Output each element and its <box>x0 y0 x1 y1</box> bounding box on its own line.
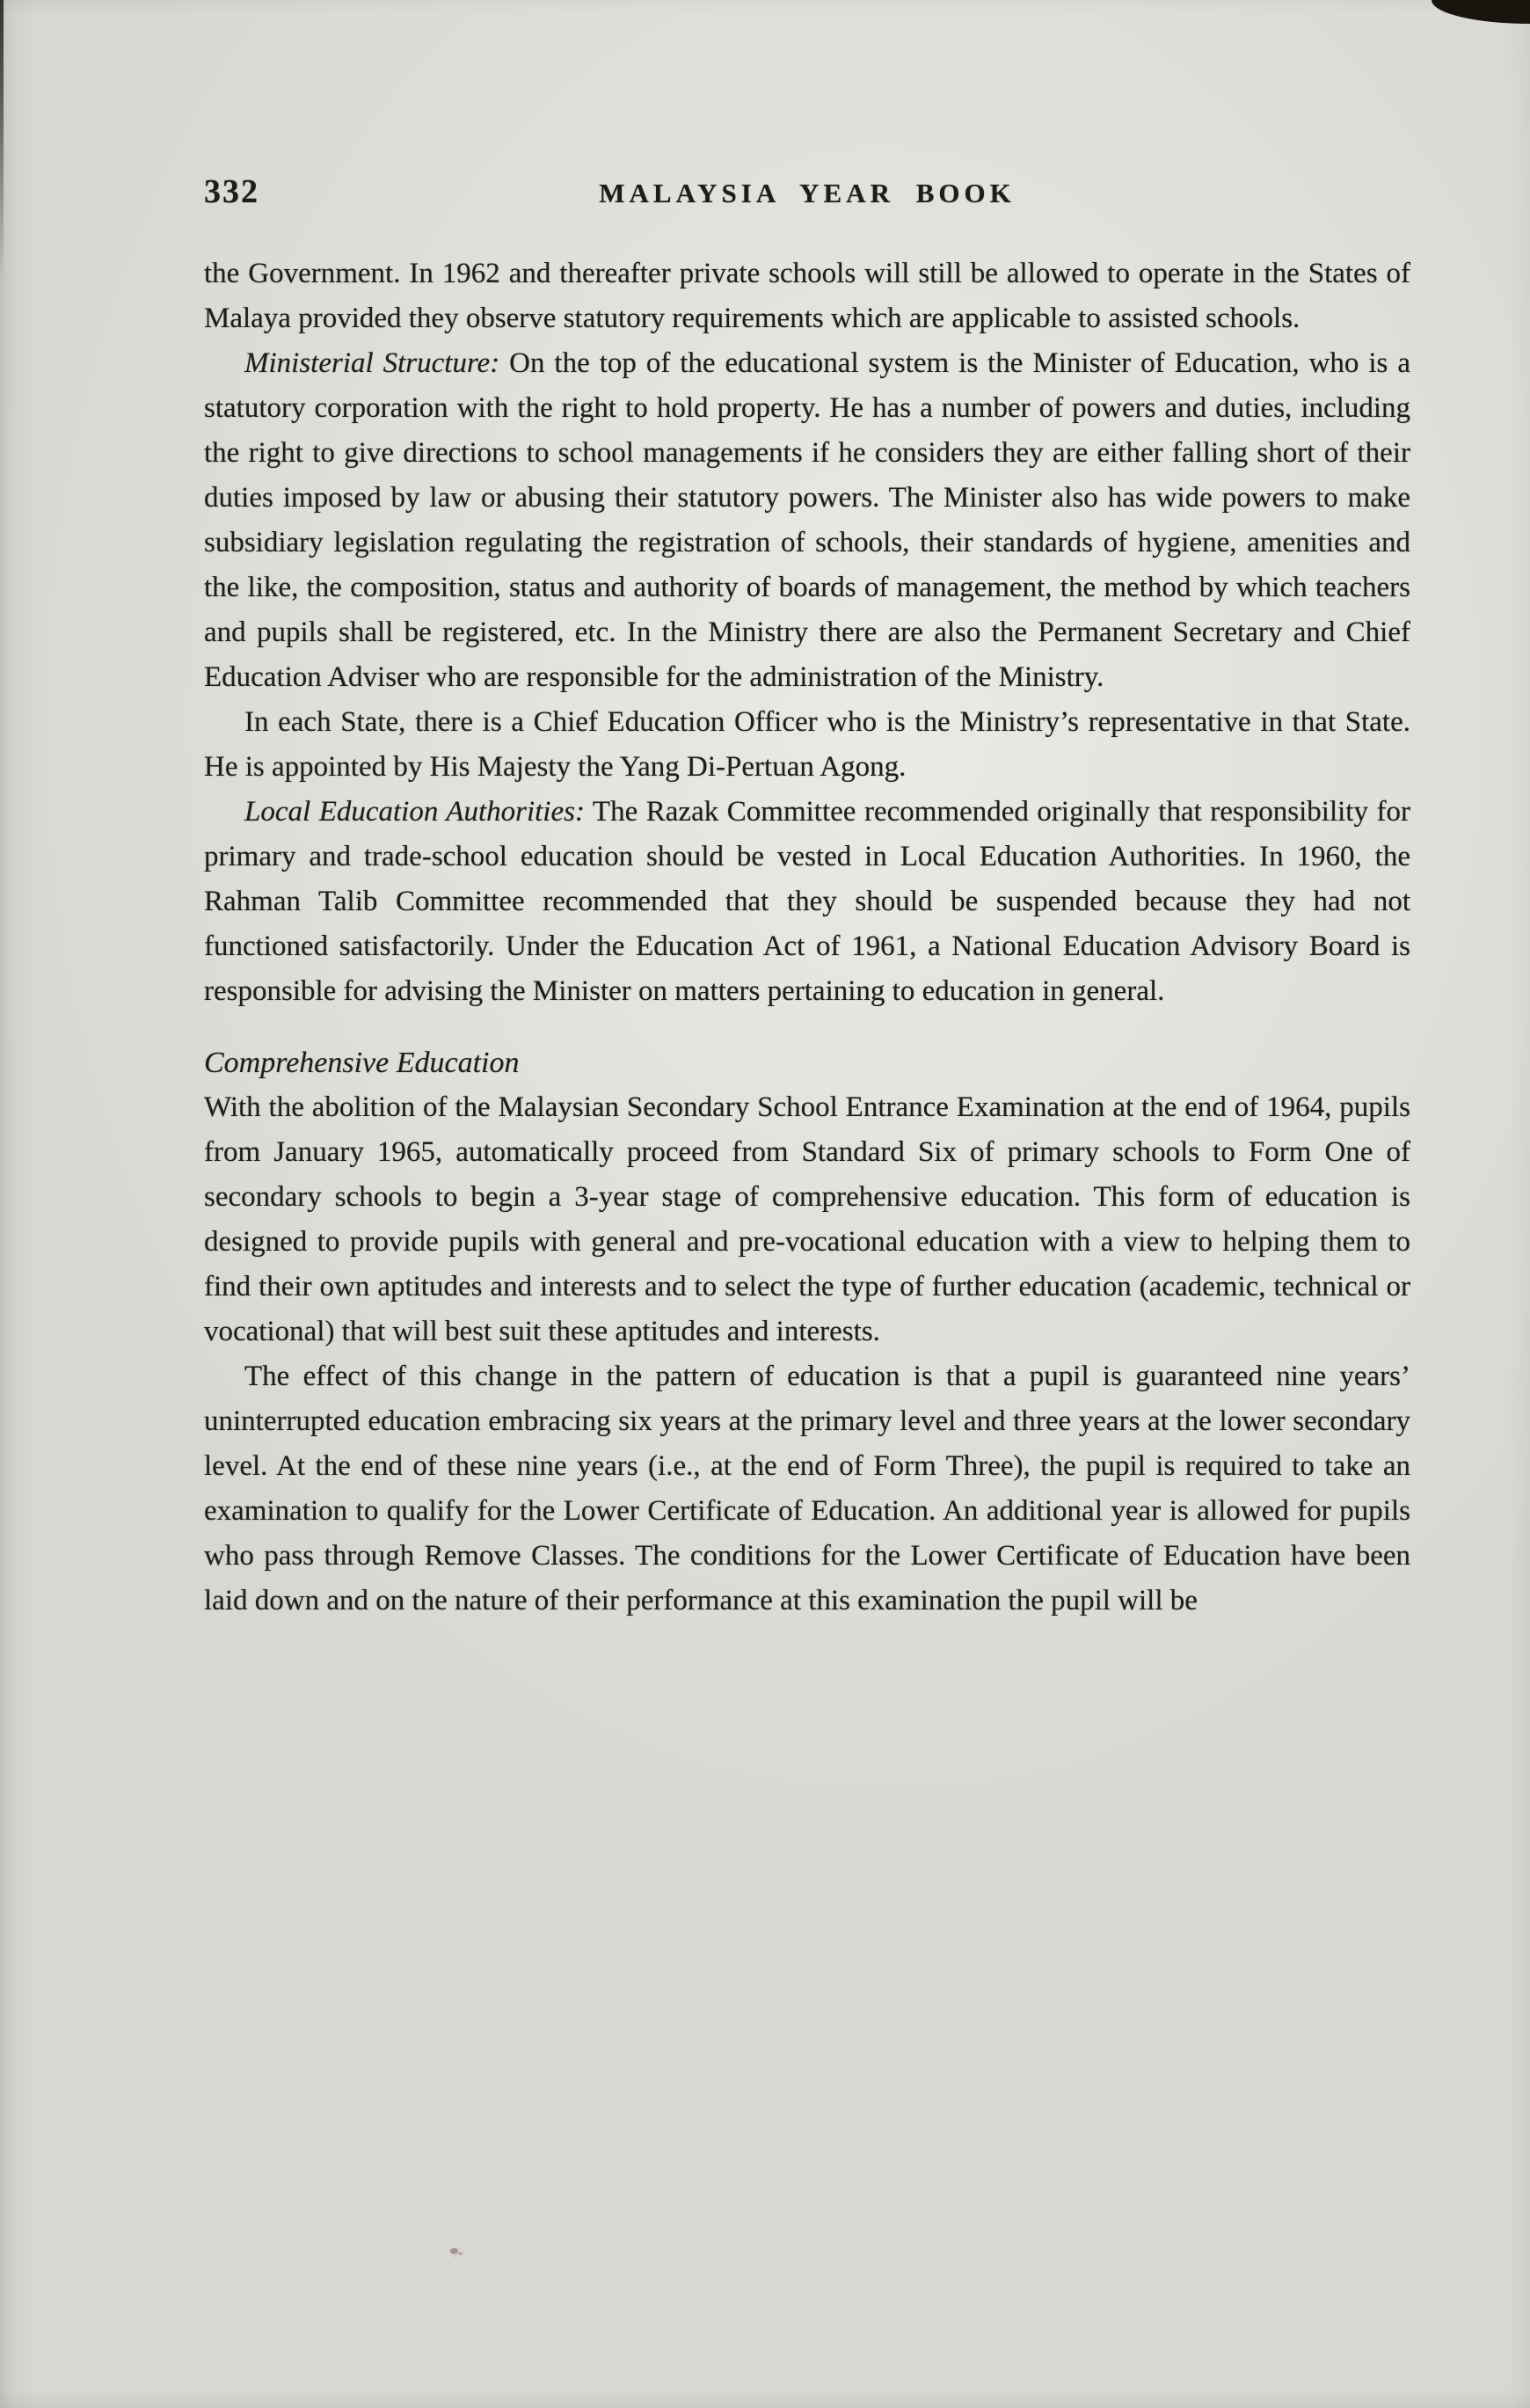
scan-edge-left <box>0 0 4 281</box>
paragraph: the Government. In 1962 and thereafter private schools will still be allowed to operate in the States of Malaya provided they observe statutory requirements which are applicable to assisted schools. <box>204 258 1410 334</box>
ink-smudge <box>450 2248 458 2254</box>
paragraph: In each State, there is a Chief Education Officer who is the Ministry’s representative in that State. He is appointed by His Majesty the Yang Di-Pertuan Agong. <box>204 706 1410 783</box>
run-in-heading: Local Education Authorities: <box>244 796 585 828</box>
paragraph: With the abolition of the Malaysian Secondary School Entrance Examination at the end of 1964, pupils from January 1965, automatically proceed from Standard Six of primary schools to Form One of secondary schools to begin a 3-year stage of comprehensive education. This form of education is designed to provide pupils with general and pre-vocational education with a view to helping them to find their own aptitudes and interests and to select the type of further education (academic, technical or vocational) that will best suit these aptitudes and interests. <box>204 1091 1410 1347</box>
run-in-heading: Ministerial Structure: <box>244 347 500 379</box>
scan-corner-top-right <box>1432 0 1530 24</box>
running-title: MALAYSIA YEAR BOOK <box>599 178 1016 208</box>
page-body <box>204 252 1410 1624</box>
paragraph: Ministerial Structure: On the top of the educational system is the Minister of Education, who is a statutory corporation with the right to hold property. He has a number of powers and duties, including the right to give directions to school managements if he considers they are either falling short of their duties imposed by law or abusing their statutory powers. The Minister also has wide powers to make subsidiary legislation regulating the registration of schools, their standards of hygiene, amenities and the like, the composition, status and authority of boards of management, the method by which teachers and pupils shall be registered, etc. In the Ministry there are also the Permanent Secretary and Chief Education Adviser who are responsible for the administration of the Ministry. <box>204 347 1410 693</box>
section-heading: Comprehensive Education <box>204 1047 520 1079</box>
page-content <box>204 172 1410 1624</box>
paragraph: The effect of this change in the pattern of education is that a pupil is guaranteed nine years’ uninterrupted education embracing six years at the primary level and three years at the lower secondary level. At the end of these nine years (i.e., at the end of Form Three), the pupil is required to take an examination to qualify for the Lower Certificate of Education. An additional year is allowed for pupils who pass through Remove Classes. The conditions for the Lower Certificate of Education have been laid down and on the nature of their performance at this examination the pupil will be <box>204 1361 1410 1616</box>
page-number: 332 <box>204 173 259 210</box>
paragraph: Local Education Authorities: The Razak Committee recommended originally that responsibility for primary and trade-school education should be vested in Local Education Authorities. In 1960, the Rahman Talib Committee recommended that they should be suspended because they had not functioned satisfactorily. Under the Education Act of 1961, a National Education Advisory Board is responsible for advising the Minister on matters pertaining to education in general. <box>204 796 1410 1007</box>
page-header <box>204 172 1410 211</box>
